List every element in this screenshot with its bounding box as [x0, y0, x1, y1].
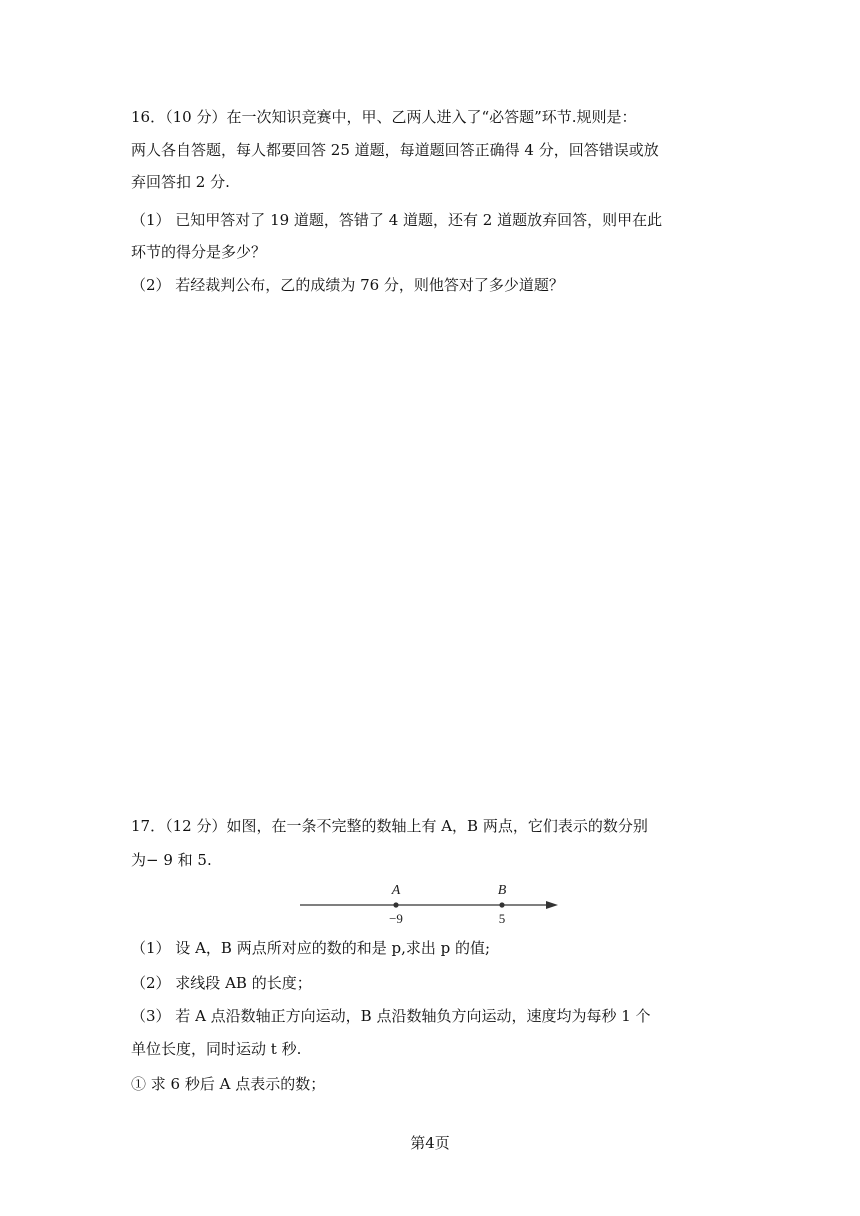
q16-stem-line-3: 弃回答扣 2 分.	[131, 173, 230, 191]
q17-part-1: （1） 设 A，B 两点所对应的数的和是 p,求出 p 的值;	[131, 939, 491, 957]
point-b-value: 5	[498, 911, 506, 926]
point-a-dot	[393, 902, 398, 907]
q16-stem-line-1: 16．（10 分）在一次知识竞赛中，甲、乙两人进入了“必答题”环节.规则是：	[131, 108, 637, 126]
q17-part-2: （2） 求线段 AB 的长度；	[131, 974, 312, 992]
q16-part-1-line-1: （1） 已知甲答对了 19 道题，答错了 4 道题，还有 2 道题放弃回答，则甲在此	[131, 211, 663, 229]
number-line-figure	[296, 878, 566, 928]
q16-part-1-line-2: 环节的得分是多少？	[131, 243, 267, 261]
q17-part-3-line-2: 单位长度，同时运动 t 秒.	[131, 1040, 302, 1058]
q17-stem-line-1: 17．（12 分）如图，在一条不完整的数轴上有 A，B 两点，它们表示的数分别	[131, 817, 648, 835]
number-line-arrow-icon	[546, 901, 558, 909]
point-b-dot	[499, 902, 504, 907]
point-a-value: −9	[389, 911, 403, 926]
q17-part-3-line-1: （3） 若 A 点沿数轴正方向运动，B 点沿数轴负方向运动，速度均为每秒 1 个	[131, 1007, 651, 1025]
q16-part-2: （2） 若经裁判公布，乙的成绩为 76 分，则他答对了多少道题？	[131, 276, 564, 294]
point-b-label: B	[497, 883, 507, 898]
q16-stem-line-2: 两人各自答题，每人都要回答 25 道题，每道题回答正确得 4 分，回答错误或放	[131, 141, 659, 159]
point-a-label: A	[391, 883, 401, 898]
q17-sub-1: ① 求 6 秒后 A 点表示的数；	[131, 1075, 326, 1093]
page-number: 第4页	[410, 1134, 450, 1152]
q17-stem-line-2: 为− 9 和 5.	[131, 851, 212, 869]
